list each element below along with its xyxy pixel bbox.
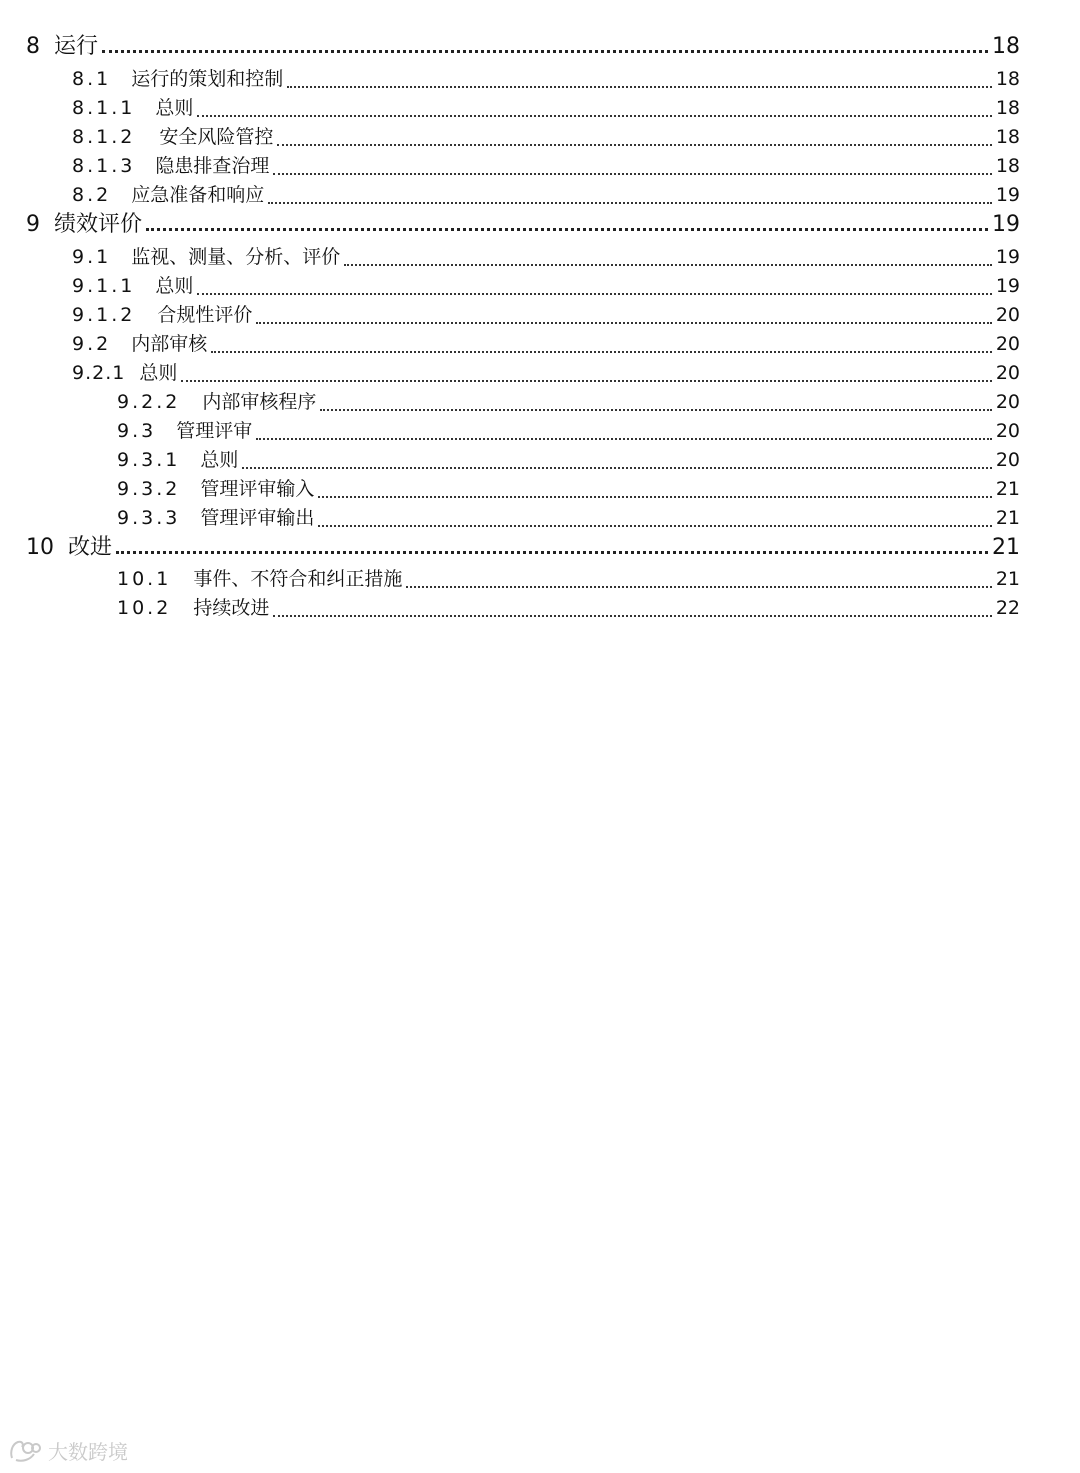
toc-entry[interactable] <box>72 122 1020 152</box>
toc-entry-title: 改进 <box>68 535 113 560</box>
dot-leader <box>116 531 988 554</box>
toc-entry[interactable] <box>72 242 1020 272</box>
toc-entry-number: 8.1.1 <box>72 97 136 119</box>
dot-leader <box>146 208 988 231</box>
toc-entry-page: 20 <box>995 420 1020 442</box>
toc-entry[interactable] <box>72 151 1020 181</box>
toc-entry-page: 19 <box>995 184 1020 206</box>
toc-entry-title: 内部审核 <box>131 333 208 355</box>
dot-leader <box>344 244 992 266</box>
toc-entry[interactable] <box>117 416 1020 446</box>
toc-entry-title: 运行 <box>54 34 99 59</box>
toc-entry-title: 合规性评价 <box>157 304 253 326</box>
toc-entry-page: 21 <box>995 568 1020 590</box>
toc-entry-number: 9.1.2 <box>72 304 136 326</box>
toc-entry-page: 19 <box>995 275 1020 297</box>
toc-entry-title: 总则 <box>155 97 194 119</box>
dot-leader <box>406 566 991 588</box>
toc-entry-title: 运行的策划和控制 <box>131 68 284 90</box>
dot-leader <box>256 302 991 324</box>
toc-entry-page: 20 <box>995 362 1020 384</box>
toc-entry-title: 持续改进 <box>193 597 270 619</box>
toc-entry-number: 9.1 <box>72 246 112 268</box>
toc-entry-page: 21 <box>992 535 1020 560</box>
toc-entry[interactable] <box>117 564 1020 594</box>
toc-entry-page: 20 <box>995 449 1020 471</box>
dot-leader <box>318 505 991 527</box>
toc-entry-title: 管理评审输入 <box>200 478 315 500</box>
toc-entry-page: 18 <box>995 155 1020 177</box>
toc-entry-number: 9.2.1 <box>72 362 126 384</box>
toc-entry-page: 18 <box>995 126 1020 148</box>
dot-leader <box>242 447 991 469</box>
toc-entry[interactable] <box>117 474 1020 504</box>
toc-entry-number: 8.2 <box>72 184 112 206</box>
toc-entry-number: 9 <box>26 212 40 237</box>
toc-entry-number: 9.3.1 <box>117 449 181 471</box>
toc-entry[interactable] <box>72 180 1020 210</box>
toc-entry[interactable] <box>117 387 1020 417</box>
toc-entry[interactable] <box>117 445 1020 475</box>
toc-entry[interactable] <box>26 32 1020 62</box>
dot-leader <box>273 153 991 175</box>
toc-entry-page: 19 <box>992 212 1020 237</box>
toc-entry-page: 18 <box>992 34 1020 59</box>
watermark-logo-icon <box>8 1438 42 1464</box>
toc-entry-title: 管理评审 <box>176 420 253 442</box>
toc-entry-number: 9.2.2 <box>117 391 181 413</box>
toc-entry-number: 9.3.3 <box>117 507 181 529</box>
toc-entry[interactable] <box>72 64 1020 94</box>
toc-entry-number: 10.1 <box>117 568 172 590</box>
toc-entry-page: 21 <box>995 478 1020 500</box>
watermark <box>8 1436 128 1465</box>
toc-entry-number: 10 <box>26 535 54 560</box>
toc-entry[interactable] <box>72 358 1020 388</box>
dot-leader <box>197 273 991 295</box>
toc-entry-title: 总则 <box>155 275 194 297</box>
dot-leader <box>197 95 991 117</box>
toc-entry-page: 19 <box>995 246 1020 268</box>
toc-entry[interactable] <box>117 593 1020 623</box>
dot-leader <box>268 182 992 204</box>
toc-entry-page: 22 <box>995 597 1020 619</box>
toc-entry-number: 8 <box>26 34 40 59</box>
toc-entry-number: 9.3.2 <box>117 478 181 500</box>
dot-leader <box>273 595 991 617</box>
toc-entry-title: 监视、测量、分析、评价 <box>131 246 341 268</box>
toc-entry-page: 20 <box>995 333 1020 355</box>
toc-entry-title: 管理评审输出 <box>200 507 315 529</box>
watermark-text: 大数跨境 <box>48 1440 128 1464</box>
toc-entry[interactable] <box>72 271 1020 301</box>
toc-entry-title: 内部审核程序 <box>202 391 317 413</box>
toc-entry[interactable] <box>117 503 1020 533</box>
toc-entry-number: 8.1.3 <box>72 155 136 177</box>
toc-entry-number: 8.1 <box>72 68 112 90</box>
toc-entry-number: 9.3 <box>117 420 157 442</box>
toc-entry[interactable] <box>72 93 1020 123</box>
toc-entry-page: 21 <box>995 507 1020 529</box>
toc-entry-page: 20 <box>995 391 1020 413</box>
toc-entry-title: 隐患排查治理 <box>155 155 270 177</box>
toc-entry-number: 8.1.2 <box>72 126 136 148</box>
toc-entry-title: 绩效评价 <box>54 212 143 237</box>
toc-entry-title: 安全风险管控 <box>159 126 274 148</box>
toc-entry-page: 18 <box>995 97 1020 119</box>
toc-entry[interactable] <box>26 533 1020 563</box>
dot-leader <box>256 418 992 440</box>
toc-entry-page: 18 <box>995 68 1020 90</box>
toc-entry-title: 事件、不符合和纠正措施 <box>193 568 403 590</box>
toc-entry[interactable] <box>72 300 1020 330</box>
dot-leader <box>287 66 992 88</box>
dot-leader <box>318 476 991 498</box>
toc-entry-number: 10.2 <box>117 597 172 619</box>
dot-leader <box>320 389 991 411</box>
toc-entry-page: 20 <box>995 304 1020 326</box>
toc-entry[interactable] <box>26 210 1020 240</box>
dot-leader <box>277 124 991 146</box>
toc-entry-number: 9.1.1 <box>72 275 136 297</box>
dot-leader <box>211 331 992 353</box>
toc-entry-number: 9.2 <box>72 333 112 355</box>
dot-leader <box>102 30 988 53</box>
dot-leader <box>181 360 991 382</box>
toc-entry[interactable] <box>72 329 1020 359</box>
toc-entry-title: 应急准备和响应 <box>131 184 265 206</box>
toc-entry-title: 总则 <box>200 449 239 471</box>
toc-entry-title: 总则 <box>139 362 178 384</box>
